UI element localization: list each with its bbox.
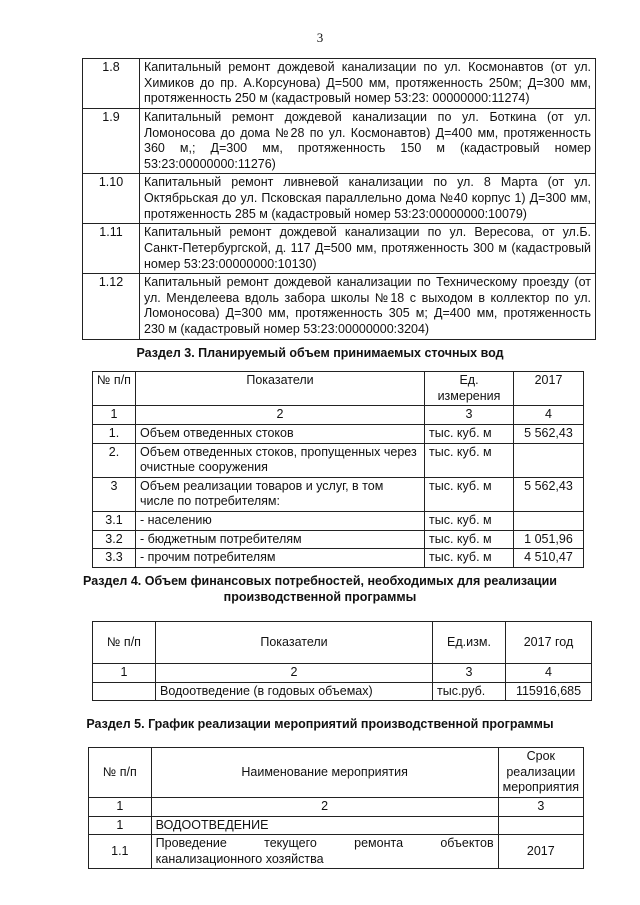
project-number: 1.9	[83, 108, 140, 174]
table-row	[93, 443, 584, 477]
row-name: - бюджетным потребителям	[136, 530, 425, 549]
table-row	[83, 59, 596, 109]
row-name: Проведение текущего ремонта объектов канализационного хозяйства	[151, 835, 498, 869]
row-term: 2017	[498, 835, 583, 869]
col-number: 3	[425, 406, 514, 425]
table-header-row	[93, 372, 584, 406]
row-value: 4 510,47	[514, 549, 584, 568]
col-header-num: № п/п	[93, 622, 156, 664]
project-number: 1.10	[83, 174, 140, 224]
section4-title	[0, 573, 640, 606]
project-description: Капитальный ремонт дождевой канализации по Техническому проезду (от ул. Менделеева вдоль забора школы №18 с выходом в коллектор по ул. Ломоносова) Д=300 мм, протяженность 305 м; Д=400 мм, протяженность 230 м (кадастровый номер 53:23:00000000:3204)	[140, 274, 596, 340]
table-header-row	[93, 622, 592, 664]
project-number: 1.11	[83, 224, 140, 274]
project-number: 1.8	[83, 59, 140, 109]
row-unit: тыс. куб. м	[425, 512, 514, 531]
table-row	[93, 477, 584, 511]
row-unit: тыс.руб.	[433, 682, 506, 701]
row-num: 3	[93, 477, 136, 511]
col-number: 1	[93, 406, 136, 425]
table-row	[89, 797, 584, 816]
col-number: 1	[89, 797, 152, 816]
col-number: 1	[93, 664, 156, 683]
col-number: 3	[433, 664, 506, 683]
col-number: 2	[136, 406, 425, 425]
table-row	[83, 174, 596, 224]
col-header-year: 2017	[514, 372, 584, 406]
row-value: 5 562,43	[514, 477, 584, 511]
row-name: Объем реализации товаров и услуг, в том числе по потребителям:	[136, 477, 425, 511]
table-header-row	[89, 748, 584, 798]
row-num: 2.	[93, 443, 136, 477]
col-number: 4	[506, 664, 592, 683]
row-value	[514, 443, 584, 477]
row-num: 3.1	[93, 512, 136, 531]
row-name: Объем отведенных стоков	[136, 424, 425, 443]
row-value: 1 051,96	[514, 530, 584, 549]
row-value	[514, 512, 584, 531]
project-number: 1.12	[83, 274, 140, 340]
row-value: 5 562,43	[514, 424, 584, 443]
financial-needs-table	[92, 621, 592, 701]
project-description: Капитальный ремонт дождевой канализации по ул. Вересова, от ул.Б. Санкт-Петербургской, д. 117 Д=500 мм, протяженность 300 м (кадастровый номер 53:23:00000000:10130)	[140, 224, 596, 274]
wastewater-volume-table	[92, 371, 584, 568]
table-row	[93, 424, 584, 443]
row-unit: тыс. куб. м	[425, 530, 514, 549]
row-unit: тыс. куб. м	[425, 477, 514, 511]
projects-table	[82, 58, 596, 340]
row-num: 1.	[93, 424, 136, 443]
table-row	[93, 512, 584, 531]
table-row	[89, 816, 584, 835]
col-number: 2	[156, 664, 433, 683]
table-row	[83, 108, 596, 174]
table-row	[93, 682, 592, 701]
col-header-num: № п/п	[93, 372, 136, 406]
col-header-year: 2017 год	[506, 622, 592, 664]
row-num: 1.1	[89, 835, 152, 869]
row-num: 1	[89, 816, 152, 835]
row-term	[498, 816, 583, 835]
col-header-name: Наименование мероприятия	[151, 748, 498, 798]
table-row	[83, 224, 596, 274]
col-header-term: Срок реализации мероприятия	[498, 748, 583, 798]
table-row	[93, 549, 584, 568]
row-unit: тыс. куб. м	[425, 549, 514, 568]
col-number: 3	[498, 797, 583, 816]
row-name: Водоотведение (в годовых объемах)	[156, 682, 433, 701]
col-header-unit: Ед. измерения	[425, 372, 514, 406]
row-unit: тыс. куб. м	[425, 424, 514, 443]
row-num	[93, 682, 156, 701]
col-header-num: № п/п	[89, 748, 152, 798]
row-num: 3.2	[93, 530, 136, 549]
row-name: ВОДООТВЕДЕНИЕ	[151, 816, 498, 835]
section3-title: Раздел 3. Планируемый объем принимаемых сточных вод	[136, 346, 504, 360]
section4-title-line1: Раздел 4. Объем финансовых потребностей, необходимых для реализации	[83, 574, 557, 588]
row-name: Объем отведенных стоков, пропущенных через очистные сооружения	[136, 443, 425, 477]
section4-title-line2: производственной программы	[223, 590, 417, 605]
table-row	[89, 835, 584, 869]
page-number: 3	[316, 30, 324, 45]
col-header-indicator: Показатели	[136, 372, 425, 406]
project-description: Капитальный ремонт ливневой канализации по ул. 8 Марта (от ул. Октябрьская до ул. Псковская параллельно дома №40 корпус 1) Д=300 мм, протяженность 285 м (кадастровый номер 53:23:00000000:10079)	[140, 174, 596, 224]
schedule-table	[88, 747, 584, 869]
col-header-unit: Ед.изм.	[433, 622, 506, 664]
col-number: 4	[514, 406, 584, 425]
table-row	[83, 274, 596, 340]
row-name: - прочим потребителям	[136, 549, 425, 568]
table-row	[93, 664, 592, 683]
row-num: 3.3	[93, 549, 136, 568]
table-row	[93, 530, 584, 549]
row-unit: тыс. куб. м	[425, 443, 514, 477]
col-header-indicator: Показатели	[156, 622, 433, 664]
project-description: Капитальный ремонт дождевой канализации по ул. Космонавтов (от ул. Химиков до пр. А.Корсунова) Д=500 мм, протяженность 250м; Д=300 мм, протяженность 250 м (кадастровый номер 53:23: 00000000:11274)	[140, 59, 596, 109]
row-name: - населению	[136, 512, 425, 531]
row-value: 115916,685	[506, 682, 592, 701]
col-number: 2	[151, 797, 498, 816]
section5-title: Раздел 5. График реализации мероприятий производственной программы	[86, 717, 554, 731]
project-description: Капитальный ремонт дождевой канализации по ул. Боткина (от ул. Ломоносова до дома №28 по ул. Космонавтов) Д=400 мм, протяженность 360 м,; Д=300 мм, протяженность 150 м (кадастровый номер 53:23:00000000:11276)	[140, 108, 596, 174]
table-row	[93, 406, 584, 425]
